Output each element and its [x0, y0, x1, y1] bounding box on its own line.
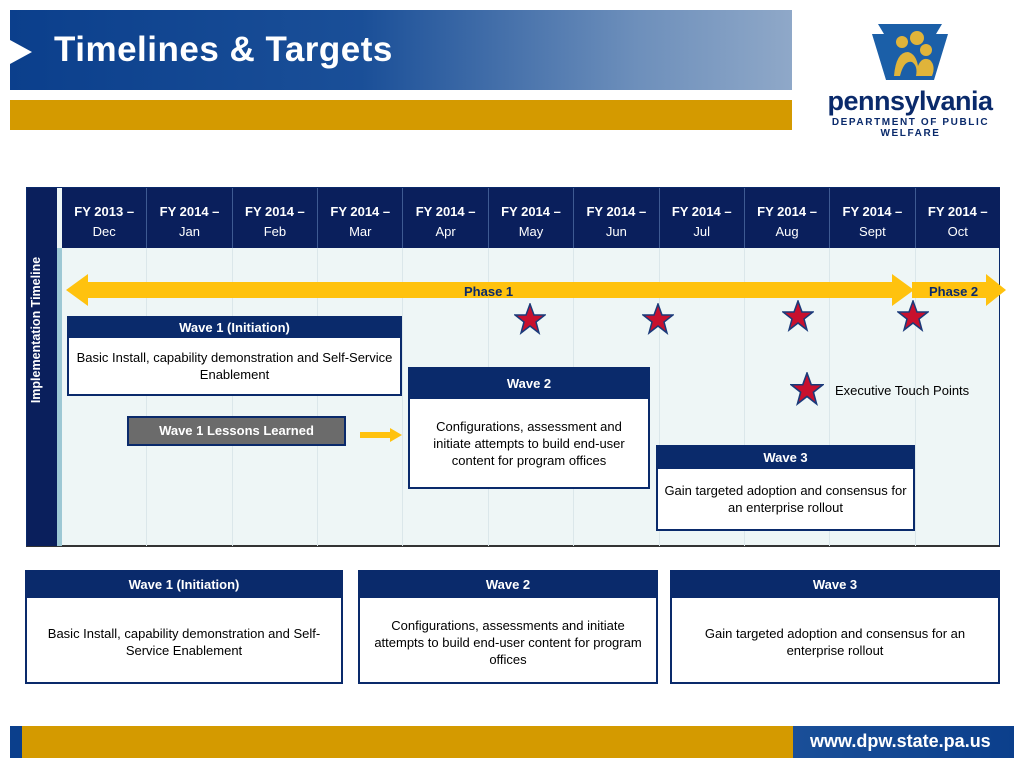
- timeline-side-label: Implementation Timeline: [29, 256, 43, 404]
- logo-department: DEPARTMENT OF PUBLIC WELFARE: [831, 117, 990, 139]
- bottom-wave-1-box: [25, 570, 343, 684]
- month-header-cell: [744, 188, 829, 248]
- month-name-label: Jun: [605, 224, 627, 239]
- legend-star-icon: [790, 372, 824, 406]
- month-fy-label: FY 2014 –: [245, 204, 305, 219]
- month-name-label: May: [518, 224, 544, 239]
- month-header-cell: [146, 188, 231, 248]
- month-name-label: Sept: [859, 224, 886, 239]
- month-name-label: Jan: [179, 224, 201, 239]
- month-name-label: Aug: [775, 224, 799, 239]
- month-fy-label: FY 2014 –: [501, 204, 561, 219]
- month-fy-label: FY 2014 –: [159, 204, 220, 219]
- phase-1-label: Phase 1: [464, 284, 514, 299]
- gold-divider: [10, 100, 792, 130]
- timeline-wave-1-body: Basic Install, capability demonstration and Self-Service Enablement: [76, 350, 393, 382]
- month-header-cell: [232, 188, 317, 248]
- month-fy-label: FY 2014 –: [842, 204, 903, 219]
- footer-left-accent: [10, 726, 22, 758]
- arrow-icon: [10, 40, 32, 64]
- timeline-wave-3-title: Wave 3: [658, 447, 913, 469]
- month-fy-label: FY 2014 –: [330, 204, 391, 219]
- bottom-wave-2-box: [358, 570, 658, 684]
- month-header-cell: [915, 188, 1000, 248]
- month-fy-label: FY 2014 –: [757, 204, 817, 219]
- page-title: Timelines & Targets: [54, 30, 393, 69]
- month-header-cell: [829, 188, 914, 248]
- timeline-month-header: [62, 188, 1000, 248]
- month-name-label: Apr: [435, 224, 456, 239]
- right-arrow-icon: [360, 428, 402, 442]
- bottom-wave-3-box: [670, 570, 1000, 684]
- timeline-wave-2-box: [408, 367, 650, 489]
- timeline-wave-2-body: Configurations, assessment and initiate attempts to build end-user content for program offices: [433, 418, 625, 468]
- timeline-wave-2-title: Wave 2: [410, 369, 648, 399]
- title-banner: [10, 10, 792, 90]
- wave-1-lessons-learned: Wave 1 Lessons Learned: [127, 416, 346, 446]
- timeline-wave-3-box: [656, 445, 915, 531]
- month-name-label: Dec: [92, 224, 116, 239]
- month-header-cell: [402, 188, 487, 248]
- month-header-cell: [488, 188, 573, 248]
- month-name-label: Mar: [349, 224, 372, 239]
- logo-wordmark: pennsylvania: [827, 86, 993, 116]
- month-fy-label: FY 2014 –: [927, 204, 988, 219]
- timeline-wave-3-body: Gain targeted adoption and consensus for an enterprise rollout: [664, 483, 907, 515]
- legend-executive-touch-points: Executive Touch Points: [835, 383, 970, 398]
- bottom-wave-3-body: Gain targeted adoption and consensus for an enterprise rollout: [704, 626, 966, 658]
- timeline-wave-1-box: [67, 316, 402, 396]
- bottom-wave-3-title: Wave 3: [672, 572, 998, 598]
- phase-2-label: Phase 2: [929, 284, 979, 299]
- month-name-label: Feb: [263, 224, 287, 239]
- timeline-side-bar: [27, 188, 57, 546]
- timeline-wave-1-title: Wave 1 (Initiation): [69, 318, 400, 338]
- month-header-cell: [659, 188, 744, 248]
- month-name-label: Jul: [693, 224, 710, 239]
- month-name-label: Oct: [947, 224, 968, 239]
- month-header-cell: [573, 188, 658, 248]
- month-fy-label: FY 2014 –: [671, 204, 732, 219]
- bottom-wave-2-title: Wave 2: [360, 572, 656, 598]
- bottom-wave-2-body: Configurations, assessments and initiate attempts to build end-user content for program offices: [374, 617, 642, 667]
- keystone-logo-icon: [820, 20, 1020, 90]
- star-icon: [782, 300, 814, 332]
- star-icon: [514, 303, 546, 335]
- pa-dpw-logo: [820, 20, 1020, 139]
- bottom-wave-1-title: Wave 1 (Initiation): [27, 572, 341, 598]
- month-header-cell: [62, 188, 146, 248]
- month-fy-label: FY 2014 –: [415, 204, 476, 219]
- footer-website-link[interactable]: www.dpw.state.pa.us: [810, 731, 991, 751]
- bottom-wave-1-body: Basic Install, capability demonstration and Self-Service Enablement: [47, 626, 321, 658]
- month-fy-label: FY 2014 –: [586, 204, 647, 219]
- month-header-cell: [317, 188, 402, 248]
- star-icon: [897, 300, 929, 332]
- month-fy-label: FY 2013 –: [74, 204, 135, 219]
- star-icon: [642, 303, 674, 335]
